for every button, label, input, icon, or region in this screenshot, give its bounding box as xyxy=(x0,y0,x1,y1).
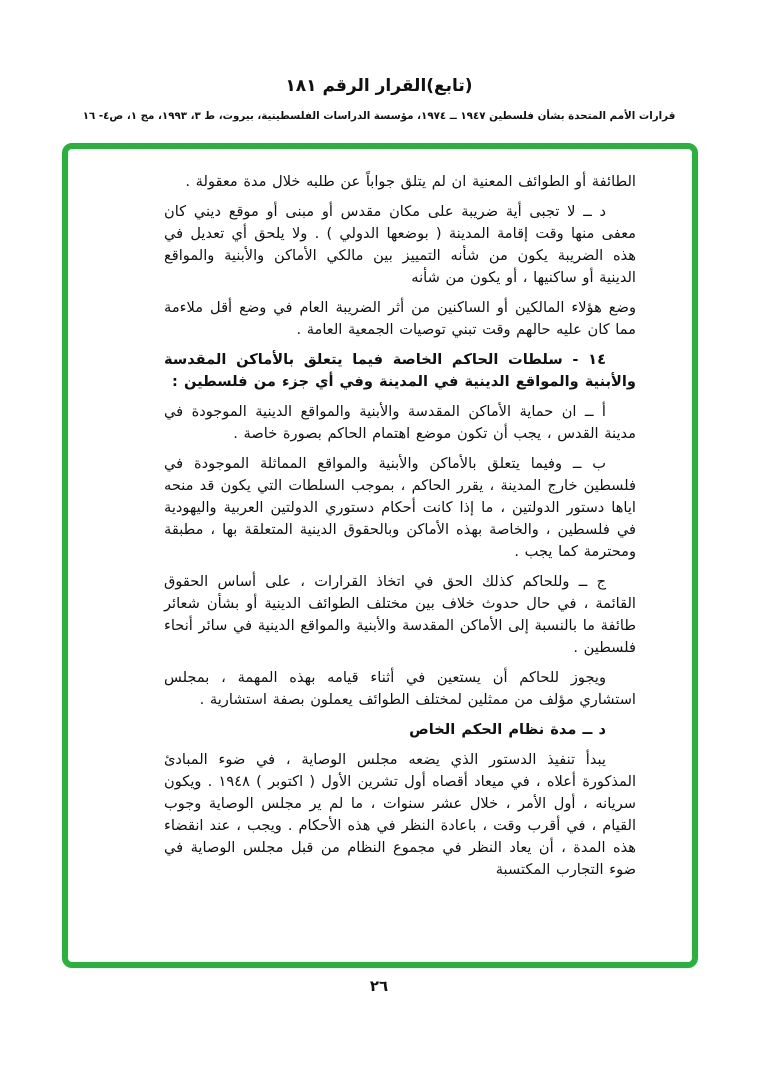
paragraph-advisory-council: ويجوز للحاكم أن يستعين في أثناء قيامه بهذه المهمة ، بمجلس استشاري مؤلف من ممثلين لمختلف الطوائف يعملون بصفة استشارية . xyxy=(164,669,636,708)
paragraph-clause-a: أ ــ ان حماية الأماكن المقدسة والأبنية والمواقع الدينية الموجودة في مدينة القدس ، يجب أن تكون موضع اهتمام الحاكم بصورة خاصة . xyxy=(164,403,636,442)
page-title: (تابع)القرار الرقم ١٨١ xyxy=(285,76,473,96)
body-text-block xyxy=(68,149,692,962)
paragraph-owners-tenants: وضع هؤلاء المالكين أو الساكنين من أثر الضريبة العام في وضع أقل ملاءمة مما كان عليه حالهم وقت تبني توصيات الجمعية العامة . xyxy=(164,299,636,338)
citation-line: قرارات الأمم المتحدة بشأن فلسطين ١٩٤٧ ــ ١٩٧٤، مؤسسة الدراسات الفلسطينية، بيروت، ط ٣، ١٩٩٣، مج ١، ص٤- ١٦ xyxy=(82,110,676,122)
section-heading-d-duration: د ــ مدة نظام الحكم الخاص xyxy=(409,721,606,738)
paragraph-clause-c: ج ــ وللحاكم كذلك الحق في اتخاذ القرارات ، على أساس الحقوق القائمة ، في حال حدوث خلاف بين مختلف الطوائف الدينية أو بشأن شعائر طائفة ما بالنسبة إلى الأماكن المقدسة والأبنية والمواقع الدينية في سائر أنحاء فلسطين . xyxy=(164,573,636,656)
page-number: ٢٦ xyxy=(369,977,389,995)
paragraph-clause-d-tax: د ــ لا تجبى أية ضريبة على مكان مقدس أو مبنى أو موقع ديني كان معفى منها وقت إقامة المدينة ( بوضعها الدولي ) . ولا يلحق أي تعديل في هذه الضريبة يكون من شأنه التمييز بين مالكي الأماكن والأبنية والمواقع الدينية أو ساكنيها ، أو يكون من شأنه xyxy=(164,203,636,286)
paragraph-continuation: الطائفة أو الطوائف المعنية ان لم يتلق جواباً عن طلبه خلال مدة معقولة . xyxy=(185,173,636,190)
paragraph-clause-b: ب ــ وفيما يتعلق بالأماكن والأبنية والمواقع المماثلة الموجودة في فلسطين خارج المدينة ، يقرر الحاكم ، بموجب السلطات التي يكون قد منحه اياها دستور الدولتين ، ما إذا كانت أحكام دستوري الدولتين العربية واليهودية في فلسطين ، والخاصة بهذه الأماكن وبالحقوق الدينية المتعلقة بها ، مطبقة ومحترمة كما يجب . xyxy=(164,455,636,560)
green-frame xyxy=(62,143,698,968)
section-heading-14: ١٤ - سلطات الحاكم الخاصة فيما يتعلق بالأماكن المقدسة والأبنية والمواقع الدينية في المدينة وفي أي جزء من فلسطين : xyxy=(164,351,636,390)
paragraph-constitution-timeline: يبدأ تنفيذ الدستور الذي يضعه مجلس الوصاية ، في ضوء المبادئ المذكورة أعلاه ، في ميعاد أقصاه أول تشرين الأول ( اكتوبر ) ١٩٤٨ . ويكون سريانه ، أول الأمر ، خلال عشر سنوات ، ما لم ير مجلس الوصاية وجوب القيام ، في أقرب وقت ، باعادة النظر في هذه الأحكام . ويجب ، عند انقضاء هذه المدة ، أن يعاد النظر في مجموع النظام من قبل مجلس الوصاية في ضوء التجارب المكتسبة xyxy=(164,751,636,878)
